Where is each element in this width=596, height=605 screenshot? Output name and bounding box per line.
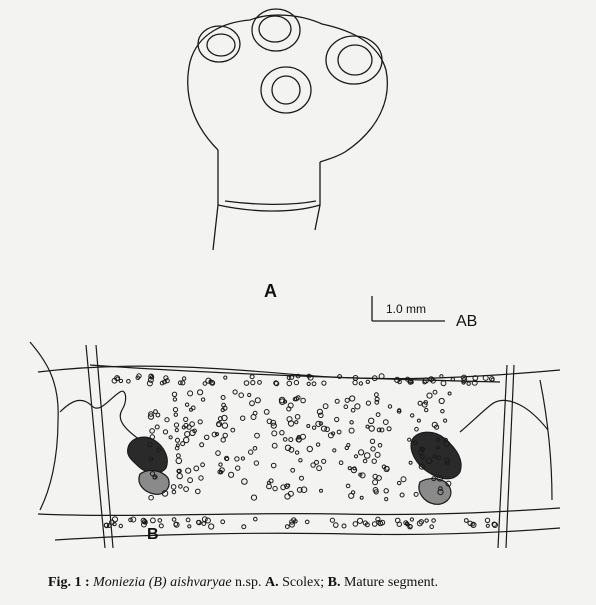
testis-dot [342, 524, 346, 528]
testis-dot [176, 444, 179, 447]
testis-dot [163, 430, 167, 434]
testis-dot [181, 442, 185, 446]
testis-dot [360, 473, 365, 478]
testis-dot [205, 518, 210, 523]
testis-dot [202, 522, 206, 526]
testis-dot [271, 463, 276, 468]
testis-dot [369, 426, 374, 431]
testis-dot [155, 425, 159, 429]
testis-dot [236, 466, 240, 470]
testis-dot [439, 398, 444, 403]
testis-dot [312, 382, 316, 386]
testis-dot [203, 382, 207, 386]
testis-dot [255, 398, 260, 403]
testis-dot [359, 450, 364, 455]
testis-dot [216, 451, 221, 456]
figure-caption [48, 575, 588, 591]
testis-dot [179, 485, 183, 489]
testis-dot [409, 461, 412, 464]
testis-dot [339, 461, 343, 465]
testis-dot [190, 422, 195, 427]
testis-dot [239, 393, 244, 398]
testis-dot [119, 524, 122, 527]
left-ovary [128, 437, 168, 473]
testis-dot [196, 489, 201, 494]
testis-dot [202, 517, 207, 522]
caption-b-desc: Mature segment. [343, 575, 439, 590]
testis-dot [330, 518, 334, 522]
testis-dot [375, 393, 379, 397]
strobila-start-line [225, 201, 316, 204]
testis-dot [316, 443, 319, 446]
testis-dot [173, 398, 176, 401]
testis-dot [185, 432, 190, 437]
testis-dot [235, 457, 239, 461]
segment-right-edge [540, 380, 552, 500]
testis-dot [244, 381, 249, 386]
testis-dot [250, 401, 255, 406]
testis-dot [353, 380, 357, 384]
testis-dot [181, 381, 185, 385]
testis-dot [169, 436, 172, 439]
testis-dot [295, 421, 298, 424]
testis-dot [295, 451, 298, 454]
testis-dot [173, 408, 177, 412]
testis-dot [258, 381, 262, 385]
testis-dot [186, 518, 190, 522]
testis-dot [321, 426, 326, 431]
testis-dot [127, 380, 131, 384]
testis-dot [287, 484, 290, 487]
testis-dot [349, 428, 354, 433]
testis-dot [198, 420, 202, 424]
testis-dot [301, 434, 306, 439]
testis-dot [221, 520, 225, 524]
testis-dot [184, 487, 189, 492]
testis-dot [209, 524, 214, 529]
testis-dot [375, 452, 380, 457]
testis-dot [378, 444, 382, 448]
caption-a-desc: Scolex; [282, 575, 325, 590]
testis-dot [271, 423, 276, 428]
testis-dot [222, 423, 227, 428]
scale-bar-value: 1.0 mm [386, 302, 427, 316]
left-excretory-canal-outer [86, 345, 105, 548]
sucker-top-left [198, 26, 240, 62]
testis-dot [432, 519, 436, 523]
testis-dot [283, 438, 287, 442]
testis-dot [323, 404, 328, 409]
testis-dot [158, 519, 162, 523]
testis-dot [410, 518, 413, 521]
testis-dot [364, 453, 370, 459]
scolex-neck-outline [213, 150, 320, 250]
testis-dot [174, 413, 177, 416]
testis-dot [377, 428, 381, 432]
segment-bottom-border [55, 528, 560, 540]
testis-dot [291, 468, 295, 472]
segment-left-edge [30, 342, 58, 510]
right-excretory-canal-outer [498, 365, 507, 548]
testis-dot [172, 518, 176, 522]
testis-dot [441, 410, 444, 413]
testis-dot [444, 419, 447, 422]
testis-dot [191, 406, 195, 410]
testis-dot [346, 484, 350, 488]
testis-dot [233, 390, 237, 394]
testis-dot [430, 525, 434, 529]
scolex-drawing [188, 9, 388, 250]
testis-dot [186, 468, 191, 473]
testis-dot [370, 439, 374, 443]
testis-dot [373, 480, 378, 485]
testis-dot [184, 417, 188, 421]
testis-dot [334, 523, 339, 528]
testis-dot [345, 398, 349, 402]
scale-bar-tag: AB [456, 313, 478, 330]
testis-dot [414, 492, 418, 496]
left-excretory-canal-inner [96, 345, 113, 548]
testis-dot [112, 517, 117, 522]
testis-dot [172, 490, 176, 494]
testis-dot [427, 393, 432, 398]
testis-dot [305, 520, 309, 524]
testis-dot [307, 425, 310, 428]
testis-dot [384, 489, 388, 493]
testis-dot [345, 446, 348, 449]
caption-a-key: A. [265, 575, 279, 590]
testis-dot [253, 447, 257, 451]
testis-dot [176, 458, 182, 464]
testis-dot [287, 381, 292, 386]
testis-dot [317, 466, 322, 471]
testis-dot [344, 405, 348, 409]
testis-dot [177, 473, 182, 478]
testis-dot [171, 485, 176, 490]
testis-dot [354, 455, 357, 458]
testis-dot [366, 425, 369, 428]
testis-dot [322, 459, 326, 463]
testis-dot [198, 390, 203, 395]
testis-dot [289, 438, 293, 442]
testis-dot [177, 454, 181, 458]
scolex-label: A [264, 281, 277, 301]
testis-dot [188, 478, 193, 483]
testis-dot [229, 472, 234, 477]
testis-dot [408, 438, 411, 441]
caption-b-key: B. [327, 575, 341, 590]
testis-dot [351, 408, 355, 412]
testis-dot [319, 413, 324, 418]
testis-dot [250, 375, 254, 379]
segment-drawing [30, 342, 560, 548]
testis-dot [307, 382, 310, 385]
testis-dot [200, 443, 204, 447]
testis-dot [440, 375, 443, 378]
testis-dot [201, 463, 205, 467]
testis-dot [285, 525, 289, 529]
testis-dot [242, 479, 248, 485]
testis-dot [366, 401, 370, 405]
testis-dot [359, 382, 362, 385]
testis-dot [174, 423, 178, 427]
testis-dot [335, 417, 339, 421]
testis-dot [299, 459, 302, 462]
testis-dot [254, 461, 258, 465]
testis-dot [335, 399, 339, 403]
testis-dot [201, 398, 204, 401]
testis-dot [401, 477, 406, 482]
testis-dot [448, 392, 451, 395]
testis-dot [312, 426, 315, 429]
testis-dot [151, 518, 156, 523]
testis-dot [205, 435, 209, 439]
testis-dot [119, 379, 122, 382]
testis-dot [242, 525, 246, 529]
testis-dot [224, 376, 227, 379]
testis-dot [383, 420, 388, 425]
segment-top-inner [90, 365, 500, 382]
sucker-bottom [261, 67, 311, 113]
testis-dot [285, 494, 290, 499]
testis-dot [280, 431, 284, 435]
testis-dot [348, 467, 351, 470]
testis-dot [295, 415, 300, 420]
testis-dot [290, 522, 295, 527]
segment-lower-border [38, 508, 560, 515]
segment-top-border [38, 366, 560, 378]
testis-dot [156, 413, 160, 417]
testis-dot [175, 429, 178, 432]
testis-dot [131, 517, 136, 522]
testis-dot [363, 459, 367, 463]
testis-dot [188, 391, 193, 396]
testis-dot [425, 408, 428, 411]
caption-status: n.sp. [235, 575, 262, 590]
testis-dot [357, 518, 362, 523]
sucker-top-right [326, 36, 382, 84]
segment-label: B [147, 526, 159, 543]
testis-dot [301, 398, 306, 403]
testis-dot [272, 443, 277, 448]
testis-dot [249, 450, 253, 454]
testis-dot [194, 466, 199, 471]
testis-dot [485, 518, 489, 522]
testis-dot [185, 403, 188, 406]
testis-dot [182, 377, 185, 380]
testis-dot [372, 459, 376, 463]
testis-dot [248, 393, 251, 396]
neck-constriction [218, 205, 320, 211]
testis-dot [273, 486, 277, 490]
testis-dot [486, 524, 489, 527]
testis-dot [272, 431, 277, 436]
testis-dot [371, 447, 375, 451]
testis-dot [149, 495, 154, 500]
right-excretory-canal-inner [506, 365, 514, 548]
testis-dot [251, 495, 256, 500]
testis-dot [241, 416, 245, 420]
testis-dot [411, 414, 414, 417]
testis-dot [172, 392, 176, 396]
testis-dot [150, 429, 155, 434]
testis-dot [467, 382, 470, 385]
testis-dot [199, 476, 203, 480]
testis-dot [219, 463, 222, 466]
testis-dot [254, 517, 258, 521]
testis-dot [231, 428, 235, 432]
testis-dot [422, 402, 427, 407]
testis-dot [418, 401, 422, 405]
testis-dot [322, 381, 326, 385]
testis-dot [165, 418, 169, 422]
testis-dot [294, 380, 298, 384]
testis-dot [366, 380, 369, 383]
testis-dot [398, 481, 401, 484]
testis-dot [337, 430, 341, 434]
testis-dot [188, 525, 191, 528]
testis-dot [441, 381, 446, 386]
testis-dot [491, 378, 494, 381]
testis-dot [350, 396, 355, 401]
testis-dot [388, 405, 391, 408]
testis-dot [369, 418, 374, 423]
caption-subgenus: (B) [148, 575, 167, 590]
testis-dot [221, 396, 225, 400]
testis-dot [307, 446, 312, 451]
caption-species: aishvaryae [170, 575, 232, 590]
testis-dot [241, 457, 244, 460]
testis-dot [353, 522, 358, 527]
testis-dot [417, 419, 420, 422]
testis-dot [433, 390, 437, 394]
testis-dot [464, 519, 468, 523]
testis-dot [355, 404, 360, 409]
testis-dot [300, 476, 304, 480]
testis-dot [425, 519, 428, 522]
caption-genus: Moniezia [93, 575, 146, 590]
testis-dot [221, 438, 225, 442]
testis-dot [350, 421, 353, 424]
testis-dot [376, 413, 380, 417]
testis-dot [176, 438, 180, 442]
testis-dot [311, 463, 315, 467]
testis-dot [333, 449, 336, 452]
testis-dot [360, 496, 363, 499]
testis-dot [320, 489, 323, 492]
caption-fig-label: Fig. 1 : [48, 575, 90, 590]
testis-dot [264, 410, 269, 415]
testis-dot [415, 427, 419, 431]
testis-dot [159, 524, 163, 528]
testis-dot [385, 498, 388, 501]
testis-dot [387, 427, 391, 431]
testis-dot [223, 433, 227, 437]
testis-dot [400, 493, 404, 497]
testis-dot [255, 433, 260, 438]
testis-dot [251, 381, 255, 385]
